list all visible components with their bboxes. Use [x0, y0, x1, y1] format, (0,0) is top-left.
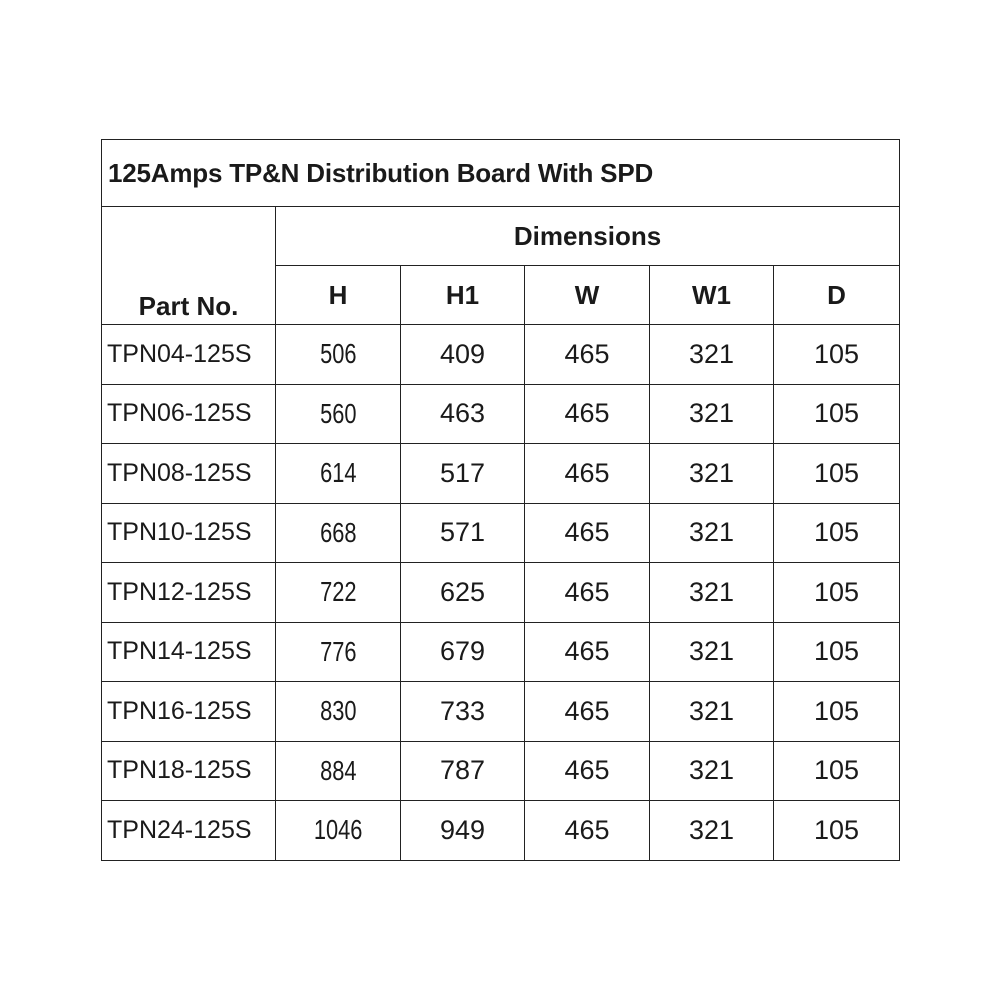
dimension-cell-w: 465 — [525, 384, 650, 444]
part-number-cell: TPN08-125S — [102, 444, 276, 504]
dimension-value-h: 830 — [319, 695, 357, 727]
dimensions-table — [101, 139, 900, 861]
part-number-cell: TPN18-125S — [102, 741, 276, 801]
dimension-cell-d: 105 — [774, 325, 900, 385]
dimension-cell-h1: 733 — [401, 682, 525, 742]
dimension-value-h: 884 — [319, 754, 357, 786]
dimension-cell-h — [276, 741, 401, 801]
dimension-value-h: 1046 — [313, 814, 363, 846]
title-row — [102, 140, 900, 207]
part-number-cell: TPN24-125S — [102, 801, 276, 861]
dimension-cell-w: 465 — [525, 682, 650, 742]
table-row — [102, 563, 900, 623]
dimension-cell-h1: 625 — [401, 563, 525, 623]
dimension-cell-h1: 517 — [401, 444, 525, 504]
dimension-cell-h — [276, 801, 401, 861]
table-row — [102, 682, 900, 742]
dimension-cell-h1: 571 — [401, 503, 525, 563]
table-row — [102, 622, 900, 682]
dimension-cell-w1: 321 — [650, 682, 774, 742]
column-header-w1: W1 — [650, 266, 774, 325]
dimension-cell-w: 465 — [525, 325, 650, 385]
dimension-cell-w1: 321 — [650, 384, 774, 444]
part-number-cell: TPN12-125S — [102, 563, 276, 623]
dimension-cell-w: 465 — [525, 503, 650, 563]
dimension-cell-h — [276, 444, 401, 504]
column-header-h: H — [276, 266, 401, 325]
dimension-cell-w1: 321 — [650, 622, 774, 682]
dimension-value-h: 668 — [319, 516, 357, 548]
dimension-cell-w: 465 — [525, 741, 650, 801]
table-row — [102, 325, 900, 385]
table-row — [102, 801, 900, 861]
dimension-cell-d: 105 — [774, 741, 900, 801]
dimension-cell-w: 465 — [525, 444, 650, 504]
dimension-cell-w: 465 — [525, 563, 650, 623]
dimension-value-h: 560 — [319, 397, 357, 429]
dimension-cell-h — [276, 682, 401, 742]
dimension-cell-h — [276, 563, 401, 623]
part-number-cell: TPN04-125S — [102, 325, 276, 385]
dimension-cell-h — [276, 622, 401, 682]
column-header-d: D — [774, 266, 900, 325]
part-number-cell: TPN06-125S — [102, 384, 276, 444]
column-header-h1: H1 — [401, 266, 525, 325]
dimension-cell-d: 105 — [774, 384, 900, 444]
dimension-cell-w1: 321 — [650, 503, 774, 563]
dimension-cell-h1: 787 — [401, 741, 525, 801]
table-row — [102, 384, 900, 444]
table-row — [102, 741, 900, 801]
part-number-cell: TPN14-125S — [102, 622, 276, 682]
dimension-cell-w1: 321 — [650, 325, 774, 385]
dimension-cell-w1: 321 — [650, 444, 774, 504]
dimension-cell-d: 105 — [774, 682, 900, 742]
dimension-cell-h — [276, 503, 401, 563]
part-no-header: Part No. — [102, 207, 276, 325]
dimension-cell-w1: 321 — [650, 563, 774, 623]
dimension-cell-d: 105 — [774, 563, 900, 623]
dimension-cell-d: 105 — [774, 444, 900, 504]
part-number-cell: TPN16-125S — [102, 682, 276, 742]
dimension-cell-w1: 321 — [650, 741, 774, 801]
table-row — [102, 444, 900, 504]
dimension-cell-h1: 463 — [401, 384, 525, 444]
dimension-cell-w: 465 — [525, 622, 650, 682]
dimension-value-h: 776 — [319, 635, 357, 667]
dimension-cell-w: 465 — [525, 801, 650, 861]
dimension-cell-w1: 321 — [650, 801, 774, 861]
dimension-cell-d: 105 — [774, 622, 900, 682]
dimension-cell-h — [276, 325, 401, 385]
part-number-cell: TPN10-125S — [102, 503, 276, 563]
dimension-value-h: 506 — [319, 338, 357, 370]
dimension-cell-h1: 679 — [401, 622, 525, 682]
column-header-w: W — [525, 266, 650, 325]
dimension-value-h: 722 — [319, 576, 357, 608]
dimension-cell-d: 105 — [774, 503, 900, 563]
dimension-cell-h1: 409 — [401, 325, 525, 385]
dimension-cell-d: 105 — [774, 801, 900, 861]
dimensions-header: Dimensions — [276, 207, 900, 266]
dimension-cell-h — [276, 384, 401, 444]
header-row-top — [102, 207, 900, 266]
table-row — [102, 503, 900, 563]
table-title: 125Amps TP&N Distribution Board With SPD — [102, 140, 900, 207]
dimension-cell-h1: 949 — [401, 801, 525, 861]
dimension-value-h: 614 — [319, 457, 357, 489]
table-body — [102, 325, 900, 861]
